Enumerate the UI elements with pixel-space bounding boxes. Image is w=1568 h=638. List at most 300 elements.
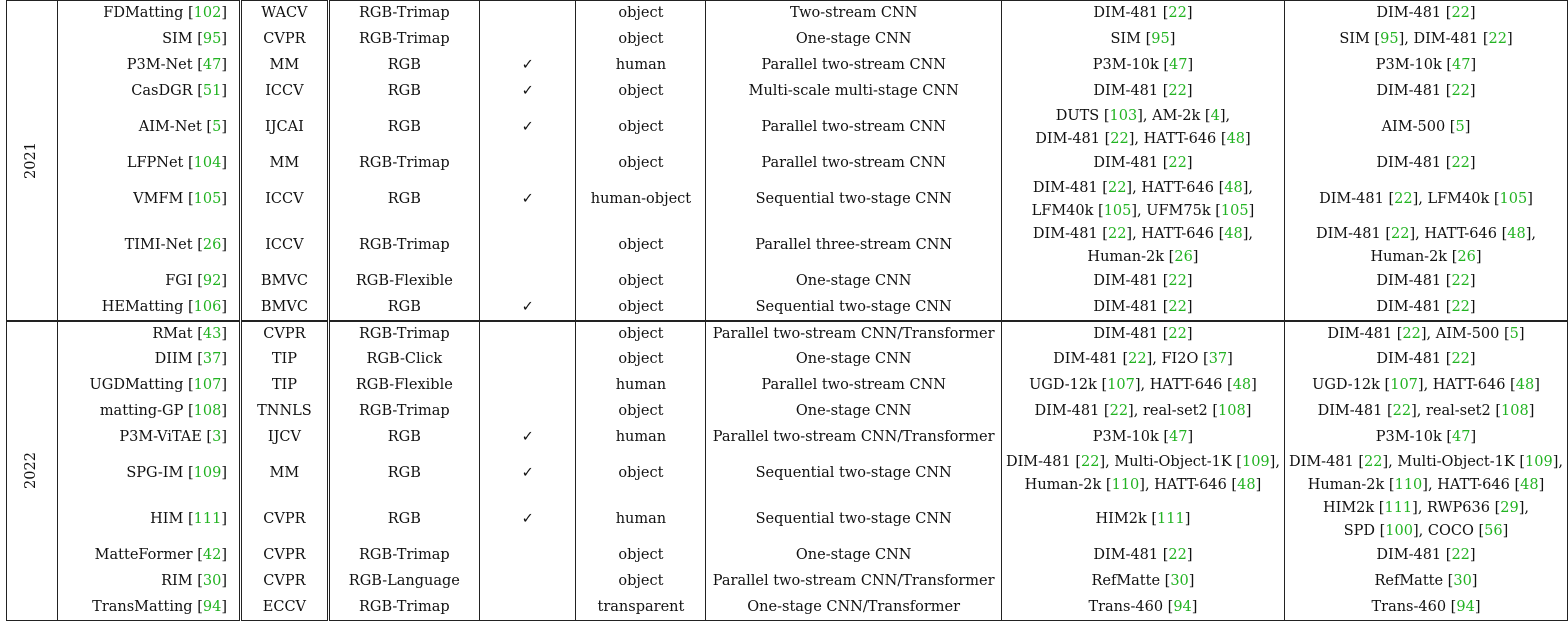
automatic-check-cell [479, 321, 576, 347]
citation-ref: 22 [1451, 155, 1470, 171]
dataset-name: real-set2 [1142, 403, 1208, 419]
venue-cell: CVPR [241, 543, 329, 569]
method-cell: HEMatting [106] [57, 295, 240, 321]
method-cell: RMat [43] [57, 321, 240, 347]
input-cell: RGB-Trimap [328, 27, 479, 53]
architecture-cell: Sequential two-stage CNN [706, 177, 1002, 223]
input-cell: RGB-Trimap [328, 223, 479, 269]
dataset-name: LFM40k [1427, 191, 1490, 207]
table-row [7, 569, 1568, 595]
dataset-name: Human-2k [1087, 248, 1165, 265]
citation-ref: 26 [1174, 248, 1193, 265]
input-cell: RGB-Flexible [328, 269, 479, 295]
architecture-cell: One-stage CNN [706, 269, 1002, 295]
dataset-name: DIM-481 [1093, 5, 1159, 22]
dataset-name: Multi-Object-1K [1114, 453, 1232, 470]
citation-ref: 22 [1451, 547, 1470, 563]
table-row [7, 79, 1568, 105]
table-row [7, 27, 1568, 53]
target-cell: object [576, 1, 706, 27]
citation-ref: 22 [1107, 225, 1127, 242]
test-dataset-cell: DIM-481 [22], Multi-Object-1K [109], Human-2k [110], HATT-646 [48] [1284, 451, 1567, 497]
test-dataset-cell: DIM-481 [22], AIM-500 [5] [1284, 321, 1567, 347]
table-row [7, 223, 1568, 269]
venue-cell: TNNLS [241, 399, 329, 425]
citation-ref: 47 [1169, 429, 1188, 445]
target-cell: object [576, 295, 706, 321]
test-dataset-cell: RefMatte [30] [1284, 569, 1567, 595]
citation-ref: 94 [1173, 598, 1192, 615]
train-dataset-cell: DIM-481 [22] [1001, 79, 1284, 105]
citation-ref: 22 [1488, 31, 1507, 47]
dataset-name: HATT-646 [1437, 476, 1510, 493]
test-dataset-cell: DIM-481 [22] [1284, 79, 1567, 105]
test-dataset-cell: DIM-481 [22] [1284, 295, 1567, 321]
target-cell: object [576, 451, 706, 497]
citation-ref: 22 [1451, 273, 1470, 289]
dataset-name: Human-2k [1307, 476, 1385, 493]
citation-ref: 22 [1394, 191, 1413, 207]
table-row [7, 425, 1568, 451]
dataset-name: SIM [1339, 31, 1370, 47]
target-cell: human [576, 373, 706, 399]
citation-ref: 22 [1364, 453, 1383, 470]
dataset-name: DIM-481 [1093, 155, 1159, 171]
dataset-name: DIM-481 [1376, 273, 1442, 289]
method-name: FGI [165, 273, 193, 289]
dataset-name: FI2O [1161, 351, 1199, 367]
citation-ref: 5 [1509, 325, 1519, 342]
citation-ref: 4 [1210, 107, 1220, 124]
test-dataset-cell: UGD-12k [107], HATT-646 [48] [1284, 373, 1567, 399]
method-name: matting-GP [99, 403, 184, 419]
dataset-name: DIM-481 [1327, 325, 1393, 342]
citation-ref: 48 [1507, 225, 1526, 242]
automatic-check-cell [479, 269, 576, 295]
citation-ref: 105 [1499, 191, 1528, 207]
dataset-name: DIM-481 [1315, 225, 1381, 242]
dataset-name: HATT-646 [1424, 225, 1497, 242]
train-dataset-cell: DIM-481 [22], Multi-Object-1K [109], Human-2k [110], HATT-646 [48] [1001, 451, 1284, 497]
method-name: AIM-Net [138, 119, 202, 135]
test-dataset-cell: DIM-481 [22], HATT-646 [48], Human-2k [26] [1284, 223, 1567, 269]
method-name: TransMatting [92, 598, 193, 615]
target-cell: object [576, 269, 706, 295]
year-cell [7, 1, 58, 321]
input-cell: RGB-Trimap [328, 595, 479, 621]
citation-ref: 22 [1402, 325, 1421, 342]
dataset-name: DIM-481 [1005, 453, 1071, 470]
test-dataset-cell: DIM-481 [22] [1284, 151, 1567, 177]
citation-ref: 26 [1457, 248, 1476, 265]
dataset-name: DIM-481 [1093, 298, 1159, 315]
architecture-cell: Parallel two-stream CNN/Transformer [706, 425, 1002, 451]
method-name: VMFM [133, 191, 184, 207]
table-row [7, 53, 1568, 79]
citation-ref: 92 [202, 273, 222, 289]
method-name: P3M-Net [126, 57, 193, 73]
dataset-name: DIM-481 [1053, 351, 1118, 367]
dataset-name: DIM-481 [1288, 453, 1354, 470]
architecture-cell: Parallel two-stream CNN/Transformer [706, 569, 1002, 595]
architecture-cell: One-stage CNN [706, 347, 1002, 373]
test-dataset-cell: AIM-500 [5] [1284, 105, 1567, 151]
train-dataset-cell: DIM-481 [22] [1001, 543, 1284, 569]
citation-ref: 22 [1391, 225, 1410, 242]
architecture-cell: Parallel three-stream CNN [706, 223, 1002, 269]
dataset-name: SIM [1110, 31, 1141, 47]
dataset-name: HIM2k [1095, 511, 1147, 527]
train-dataset-cell: DIM-481 [22] [1001, 269, 1284, 295]
input-cell: RGB-Flexible [328, 373, 479, 399]
input-cell: RGB-Language [328, 569, 479, 595]
citation-ref: 104 [193, 155, 222, 171]
method-cell: CasDGR [51] [57, 79, 240, 105]
method-name: RMat [152, 325, 193, 342]
automatic-check-cell [479, 223, 576, 269]
train-dataset-cell: UGD-12k [107], HATT-646 [48] [1001, 373, 1284, 399]
automatic-check-cell: ✓ [479, 79, 576, 105]
citation-ref: 48 [1520, 476, 1539, 493]
dataset-name: DIM-481 [1376, 83, 1442, 99]
method-cell: UGDMatting [107] [57, 373, 240, 399]
citation-ref: 111 [1157, 511, 1185, 527]
dataset-name: DIM-481 [1035, 130, 1100, 147]
citation-ref: 3 [212, 429, 222, 445]
dataset-name: DIM-481 [1093, 83, 1159, 99]
target-cell: object [576, 27, 706, 53]
table-row [7, 269, 1568, 295]
dataset-name: Human-2k [1370, 248, 1448, 265]
dataset-name: DIM-481 [1376, 547, 1442, 563]
test-dataset-cell: P3M-10k [47] [1284, 425, 1567, 451]
citation-ref: 22 [1168, 155, 1187, 171]
venue-cell: WACV [241, 1, 329, 27]
dataset-name: HATT-646 [1141, 225, 1214, 242]
venue-cell: CVPR [241, 27, 329, 53]
citation-ref: 42 [202, 547, 222, 563]
citation-ref: 22 [1168, 83, 1187, 99]
automatic-check-cell [479, 1, 576, 27]
method-cell: SPG-IM [109] [57, 451, 240, 497]
venue-cell: CVPR [241, 321, 329, 347]
automatic-check-cell: ✓ [479, 177, 576, 223]
dataset-name: DIM-481 [1032, 225, 1098, 242]
train-dataset-cell: DIM-481 [22] [1001, 295, 1284, 321]
citation-ref: 105 [1103, 202, 1132, 219]
test-dataset-cell: DIM-481 [22] [1284, 543, 1567, 569]
test-dataset-cell: DIM-481 [22] [1284, 347, 1567, 373]
method-cell: AIM-Net [5] [57, 105, 240, 151]
venue-cell: TIP [241, 347, 329, 373]
automatic-check-cell: ✓ [479, 53, 576, 79]
table-row [7, 399, 1568, 425]
year-label: 2022 [23, 452, 40, 490]
method-name: FDMatting [103, 5, 184, 22]
method-cell: P3M-Net [47] [57, 53, 240, 79]
automatic-check-cell: ✓ [479, 295, 576, 321]
citation-ref: 56 [1484, 522, 1503, 539]
architecture-cell: One-stage CNN [706, 399, 1002, 425]
citation-ref: 26 [202, 237, 222, 253]
method-name: RIM [161, 573, 193, 589]
dataset-name: P3M-10k [1375, 57, 1442, 73]
train-dataset-cell: DIM-481 [22] [1001, 321, 1284, 347]
dataset-name: DIM-481 [1376, 155, 1442, 171]
input-cell: RGB-Trimap [328, 321, 479, 347]
citation-ref: 103 [1109, 107, 1138, 124]
dataset-name: Trans-460 [1088, 598, 1164, 615]
automatic-check-cell [479, 399, 576, 425]
dataset-name: RefMatte [1374, 573, 1444, 589]
dataset-name: DIM-481 [1032, 179, 1098, 196]
citation-ref: 110 [1111, 476, 1140, 493]
citation-ref: 107 [193, 377, 222, 393]
dataset-name: SPD [1343, 522, 1376, 539]
venue-cell: ICCV [241, 223, 329, 269]
citation-ref: 22 [1110, 130, 1129, 147]
citation-ref: 22 [1168, 273, 1187, 289]
citation-ref: 48 [1224, 225, 1243, 242]
citation-ref: 109 [1241, 453, 1270, 470]
target-cell: human-object [576, 177, 706, 223]
target-cell: object [576, 223, 706, 269]
table-row [7, 497, 1568, 543]
dataset-name: P3M-10k [1375, 429, 1442, 445]
dataset-name: DIM-481 [1376, 298, 1442, 315]
venue-cell: TIP [241, 373, 329, 399]
method-cell: FGI [92] [57, 269, 240, 295]
dataset-name: DIM-481 [1317, 403, 1383, 419]
citation-ref: 48 [1515, 377, 1535, 393]
method-name: HIM [150, 511, 184, 527]
venue-cell: CVPR [241, 569, 329, 595]
venue-cell: MM [241, 451, 329, 497]
citation-ref: 22 [1451, 351, 1470, 367]
train-dataset-cell: RefMatte [30] [1001, 569, 1284, 595]
dataset-name: real-set2 [1425, 403, 1491, 419]
test-dataset-cell: DIM-481 [22] [1284, 269, 1567, 295]
dataset-name: Multi-Object-1K [1397, 453, 1515, 470]
dataset-name: AIM-500 [1381, 119, 1446, 135]
table-row [7, 451, 1568, 497]
method-cell: MatteFormer [42] [57, 543, 240, 569]
dataset-name: DUTS [1055, 107, 1100, 124]
citation-ref: 48 [1237, 476, 1256, 493]
citation-ref: 48 [1224, 179, 1243, 196]
method-name: DIIM [154, 351, 193, 367]
dataset-name: HATT-646 [1143, 130, 1217, 147]
citation-ref: 95 [1380, 31, 1399, 47]
train-dataset-cell: HIM2k [111] [1001, 497, 1284, 543]
citation-ref: 51 [202, 83, 222, 99]
automatic-check-cell [479, 543, 576, 569]
citation-ref: 47 [202, 57, 222, 73]
automatic-check-cell [479, 27, 576, 53]
input-cell: RGB-Trimap [328, 151, 479, 177]
citation-ref: 108 [1501, 403, 1529, 419]
input-cell: RGB [328, 177, 479, 223]
year-cell [7, 321, 58, 621]
citation-ref: 43 [202, 325, 222, 342]
table-row [7, 347, 1568, 373]
venue-cell: ECCV [241, 595, 329, 621]
train-dataset-cell: DUTS [103], AM-2k [4], DIM-481 [22], HATT-646 [48] [1001, 105, 1284, 151]
train-dataset-cell: DIM-481 [22] [1001, 1, 1284, 27]
method-name: TIMI-Net [124, 237, 193, 253]
citation-ref: 95 [1151, 31, 1170, 47]
citation-ref: 22 [1109, 403, 1129, 419]
target-cell: transparent [576, 595, 706, 621]
target-cell: object [576, 399, 706, 425]
table-row [7, 321, 1568, 347]
test-dataset-cell: DIM-481 [22], LFM40k [105] [1284, 177, 1567, 223]
citation-ref: 105 [1220, 202, 1249, 219]
citation-ref: 109 [1525, 453, 1553, 470]
dataset-name: DIM-481 [1376, 351, 1442, 367]
target-cell: human [576, 425, 706, 451]
citation-ref: 95 [202, 31, 222, 47]
citation-ref: 22 [1168, 325, 1187, 342]
architecture-cell: Multi-scale multi-stage CNN [706, 79, 1002, 105]
automatic-check-cell [479, 347, 576, 373]
method-cell: FDMatting [102] [57, 1, 240, 27]
dataset-name: AM-2k [1152, 107, 1201, 124]
citation-ref: 22 [1168, 298, 1187, 315]
venue-cell: ICCV [241, 177, 329, 223]
automatic-check-cell [479, 595, 576, 621]
citation-ref: 100 [1385, 522, 1413, 539]
architecture-cell: Parallel two-stream CNN [706, 151, 1002, 177]
input-cell: RGB [328, 295, 479, 321]
train-dataset-cell: DIM-481 [22], FI2O [37] [1001, 347, 1284, 373]
citation-ref: 106 [193, 298, 222, 315]
target-cell: object [576, 105, 706, 151]
table-row [7, 295, 1568, 321]
table-row [7, 543, 1568, 569]
dataset-name: DIM-481 [1093, 325, 1159, 342]
table-row [7, 105, 1568, 151]
method-name: MatteFormer [94, 547, 193, 563]
architecture-cell: Sequential two-stage CNN [706, 451, 1002, 497]
citation-ref: 30 [202, 573, 222, 589]
citation-ref: 29 [1500, 499, 1519, 516]
target-cell: object [576, 543, 706, 569]
test-dataset-cell: DIM-481 [22], real-set2 [108] [1284, 399, 1567, 425]
method-name: HEMatting [101, 298, 184, 315]
dataset-name: DIM-481 [1413, 31, 1479, 47]
citation-ref: 94 [202, 598, 222, 615]
automatic-check-cell: ✓ [479, 497, 576, 543]
input-cell: RGB [328, 53, 479, 79]
dataset-name: HATT-646 [1141, 179, 1214, 196]
method-name: SPG-IM [126, 465, 184, 481]
dataset-name: RWP636 [1427, 499, 1490, 516]
table-row [7, 1, 1568, 27]
train-dataset-cell: P3M-10k [47] [1001, 53, 1284, 79]
citation-ref: 108 [1218, 403, 1246, 419]
input-cell: RGB-Trimap [328, 399, 479, 425]
architecture-cell: Sequential two-stage CNN [706, 295, 1002, 321]
citation-ref: 22 [1168, 547, 1187, 563]
table-row [7, 595, 1568, 621]
table-row [7, 177, 1568, 223]
architecture-cell: Parallel two-stream CNN [706, 105, 1002, 151]
automatic-check-cell [479, 151, 576, 177]
architecture-cell: One-stage CNN [706, 543, 1002, 569]
dataset-name: UFM75k [1146, 202, 1211, 219]
method-cell: SIM [95] [57, 27, 240, 53]
architecture-cell: Parallel two-stream CNN/Transformer [706, 321, 1002, 347]
dataset-name: Trans-460 [1371, 598, 1447, 615]
table-row [7, 151, 1568, 177]
method-cell: VMFM [105] [57, 177, 240, 223]
train-dataset-cell: DIM-481 [22], HATT-646 [48], Human-2k [26] [1001, 223, 1284, 269]
target-cell: object [576, 151, 706, 177]
dataset-name: DIM-481 [1093, 547, 1159, 563]
methods-table [6, 0, 1568, 621]
venue-cell: IJCAI [241, 105, 329, 151]
train-dataset-cell: SIM [95] [1001, 27, 1284, 53]
citation-ref: 102 [193, 5, 222, 22]
input-cell: RGB [328, 425, 479, 451]
method-cell: DIIM [37] [57, 347, 240, 373]
train-dataset-cell: DIM-481 [22], real-set2 [108] [1001, 399, 1284, 425]
dataset-name: DIM-481 [1093, 273, 1159, 289]
table-row [7, 373, 1568, 399]
citation-ref: 22 [1451, 83, 1470, 99]
target-cell: object [576, 321, 706, 347]
dataset-name: COCO [1427, 522, 1474, 539]
method-cell: matting-GP [108] [57, 399, 240, 425]
venue-cell: MM [241, 53, 329, 79]
citation-ref: 22 [1168, 5, 1187, 22]
architecture-cell: Parallel two-stream CNN [706, 53, 1002, 79]
citation-ref: 5 [1455, 119, 1465, 135]
method-name: SIM [162, 31, 193, 47]
dataset-name: LFM40k [1031, 202, 1094, 219]
target-cell: human [576, 497, 706, 543]
dataset-name: Human-2k [1024, 476, 1102, 493]
venue-cell: CVPR [241, 497, 329, 543]
target-cell: human [576, 53, 706, 79]
venue-cell: BMVC [241, 295, 329, 321]
citation-ref: 105 [193, 191, 222, 207]
table-body [7, 1, 1568, 621]
year-label: 2021 [23, 141, 40, 179]
train-dataset-cell: DIM-481 [22], HATT-646 [48], LFM40k [105], UFM75k [105] [1001, 177, 1284, 223]
test-dataset-cell: P3M-10k [47] [1284, 53, 1567, 79]
citation-ref: 47 [1452, 57, 1471, 73]
architecture-cell: Sequential two-stage CNN [706, 497, 1002, 543]
input-cell: RGB-Trimap [328, 1, 479, 27]
dataset-name: HATT-646 [1149, 377, 1223, 393]
input-cell: RGB [328, 105, 479, 151]
method-cell: LFPNet [104] [57, 151, 240, 177]
dataset-name: AIM-500 [1435, 325, 1500, 342]
citation-ref: 109 [193, 465, 222, 481]
dataset-name: UGD-12k [1312, 377, 1380, 393]
dataset-name: P3M-10k [1092, 429, 1159, 445]
citation-ref: 30 [1453, 573, 1472, 589]
citation-ref: 107 [1390, 377, 1418, 393]
automatic-check-cell: ✓ [479, 425, 576, 451]
dataset-name: HATT-646 [1154, 476, 1227, 493]
train-dataset-cell: P3M-10k [47] [1001, 425, 1284, 451]
test-dataset-cell: DIM-481 [22] [1284, 1, 1567, 27]
dataset-name: DIM-481 [1034, 403, 1100, 419]
method-cell: TIMI-Net [26] [57, 223, 240, 269]
